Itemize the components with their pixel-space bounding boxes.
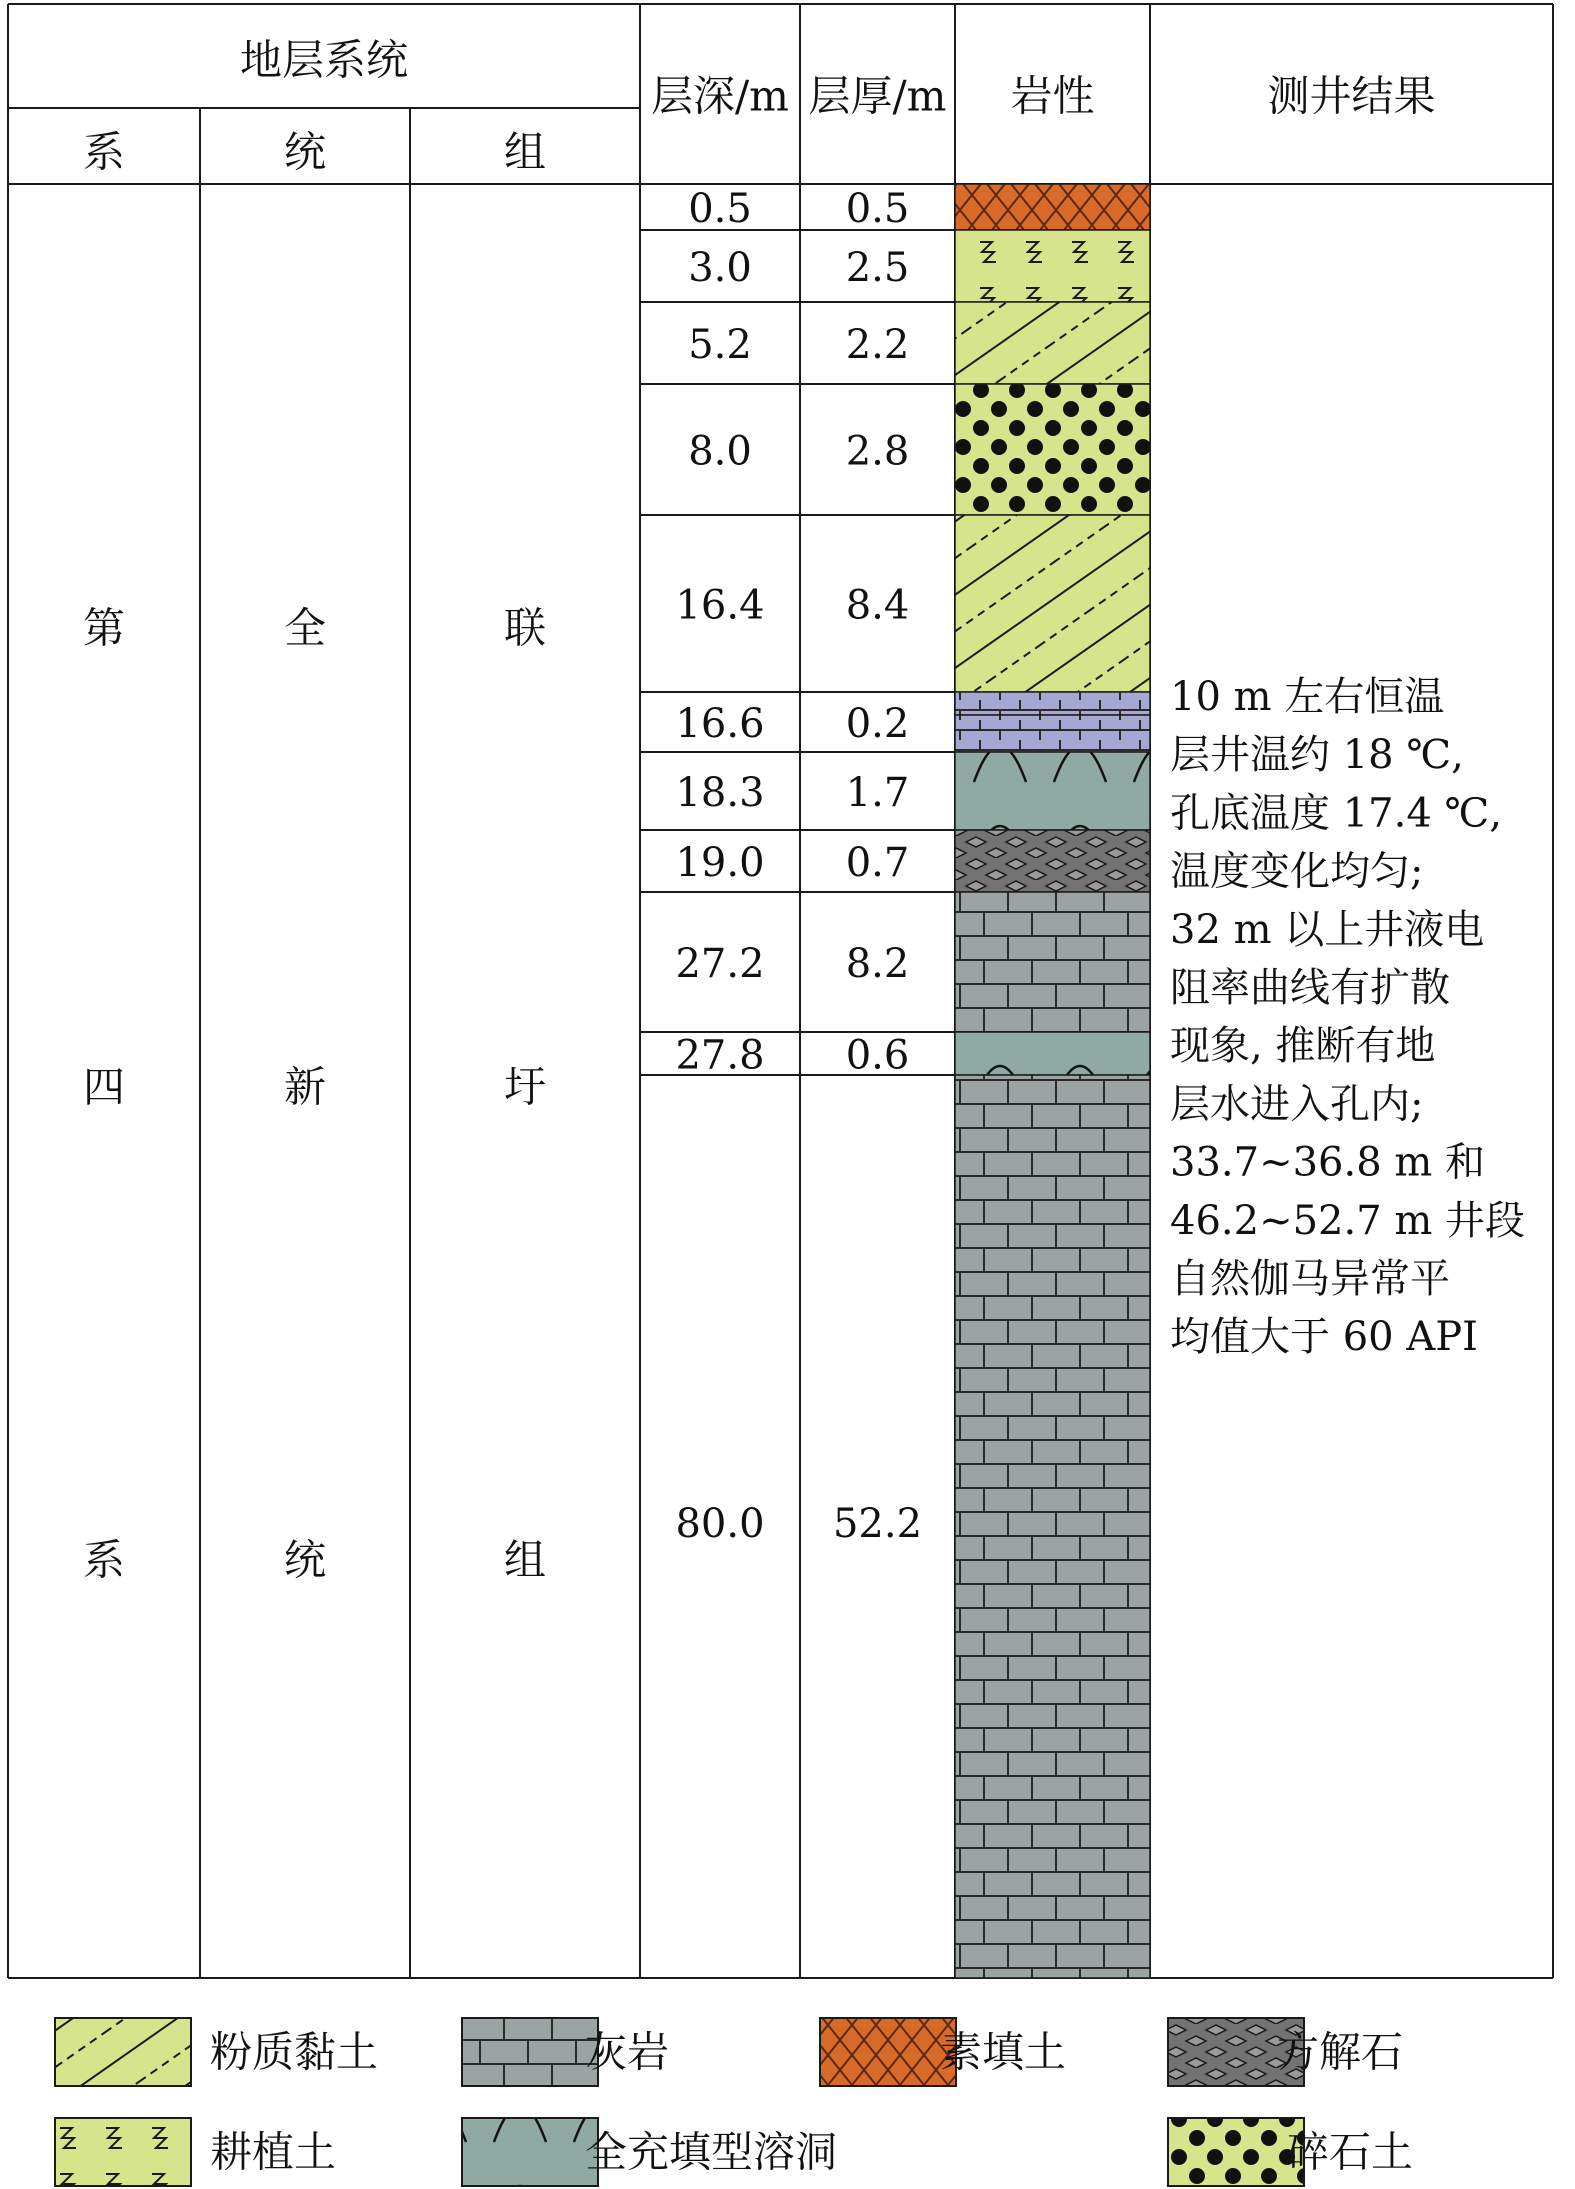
legend-item — [462, 2118, 837, 2186]
logging-result-line: 33.7~36.8 m 和 — [1170, 1139, 1485, 1186]
layer-depth-value: 27.2 — [675, 941, 765, 987]
strat-series-char: 新 — [283, 1062, 327, 1112]
legend-label: 全充填型溶洞 — [585, 2127, 838, 2177]
lithology-layer — [955, 1032, 1150, 1075]
lithology-layer — [955, 830, 1150, 892]
legend-label: 粉质黏土 — [210, 2027, 379, 2077]
header-formation: 组 — [503, 127, 547, 177]
logging-result-line: 现象, 推断有地 — [1170, 1023, 1436, 1070]
strat-series-char: 统 — [283, 1535, 327, 1585]
layer-depth-value: 18.3 — [675, 770, 765, 816]
layer-depth-value: 19.0 — [675, 840, 765, 886]
layer-thickness-value: 0.5 — [845, 186, 910, 232]
lithology-layer — [955, 184, 1150, 230]
logging-result-line: 32 m 以上井液电 — [1170, 906, 1485, 953]
legend-swatch — [462, 2018, 598, 2086]
legend-item — [55, 2018, 378, 2086]
legend-swatch — [55, 2018, 191, 2086]
legend-label: 灰岩 — [585, 2027, 670, 2077]
layer-thickness-value: 1.7 — [845, 770, 910, 816]
legend-swatch — [462, 2118, 598, 2186]
header-depth: 层深/m — [651, 71, 789, 121]
logging-result-line: 自然伽马异常平 — [1170, 1256, 1450, 1302]
logging-result-line: 阻率曲线有扩散 — [1170, 965, 1450, 1011]
lithology-layer — [955, 384, 1150, 515]
lithology-layer — [955, 692, 1150, 715]
layer-thickness-value: 8.4 — [845, 582, 910, 629]
legend-swatch — [820, 2018, 956, 2086]
header-series: 统 — [283, 127, 327, 177]
layer-depth-value: 5.2 — [688, 322, 752, 368]
layer-thickness-value: 0.2 — [845, 701, 910, 747]
lithology-layer — [955, 230, 1150, 302]
legend-swatch — [55, 2118, 191, 2186]
layer-thickness-value: 8.2 — [845, 941, 910, 987]
lithology-layer — [955, 515, 1150, 692]
layer-depth-value: 3.0 — [688, 245, 752, 291]
logging-result-line: 温度变化均匀; — [1170, 848, 1424, 895]
legend-label: 方解石 — [1277, 2027, 1404, 2077]
layer-thickness-value: 0.7 — [845, 840, 910, 886]
logging-result-line: 层井温约 18 ℃, — [1170, 732, 1464, 779]
strat-system-char: 系 — [82, 1535, 126, 1585]
legend-item — [55, 2118, 336, 2186]
lithology-layer — [955, 302, 1150, 384]
layer-depth-value: 80.0 — [675, 1501, 765, 1547]
lithology-layer — [955, 1075, 1150, 1978]
layer-thickness-value: 0.6 — [845, 1032, 910, 1079]
header-system: 系 — [82, 127, 126, 177]
legend-label: 耕植土 — [210, 2127, 337, 2177]
logging-result-line: 均值大于 60 API — [1170, 1314, 1478, 1361]
layer-thickness-value: 52.2 — [832, 1501, 923, 1547]
header-lithology: 岩性 — [1010, 71, 1095, 121]
strat-system-char: 四 — [82, 1062, 126, 1112]
layer-thickness-value: 2.2 — [845, 322, 910, 368]
legend-item — [1168, 2118, 1413, 2186]
logging-result-line: 10 m 左右恒温 — [1170, 674, 1445, 720]
logging-result-line: 层水进入孔内; — [1170, 1081, 1424, 1128]
legend-item — [1168, 2018, 1403, 2086]
header-thickness: 层厚/m — [808, 71, 947, 121]
layer-thickness-value: 2.8 — [845, 428, 910, 475]
strat-series-char: 全 — [283, 603, 327, 653]
strat-formation-char: 组 — [503, 1535, 547, 1585]
strat-formation-char: 圩 — [503, 1062, 547, 1112]
lithology-layer — [955, 752, 1150, 830]
strat-system-char: 第 — [82, 603, 126, 653]
header-strat-system: 地层系统 — [239, 35, 409, 85]
legend-swatch — [1168, 2118, 1304, 2186]
legend-item — [820, 2018, 1066, 2086]
layer-depth-value: 8.0 — [688, 428, 752, 475]
logging-result-line: 孔底温度 17.4 ℃, — [1170, 790, 1502, 837]
lithology-layer — [955, 892, 1150, 1032]
header-logging-result: 测井结果 — [1267, 71, 1436, 121]
layer-depth-value: 16.4 — [675, 582, 765, 629]
lithology-layer — [955, 715, 1150, 752]
layer-thickness-value: 2.5 — [845, 245, 910, 291]
legend-label: 素填土 — [940, 2027, 1067, 2077]
layer-depth-value: 0.5 — [688, 186, 752, 232]
logging-result-line: 46.2~52.7 m 井段 — [1170, 1197, 1525, 1244]
layer-depth-value: 16.6 — [675, 701, 765, 747]
legend-label: 碎石土 — [1287, 2127, 1414, 2177]
strat-formation-char: 联 — [503, 603, 547, 653]
layer-depth-value: 27.8 — [675, 1032, 765, 1079]
legend-item — [462, 2018, 669, 2086]
